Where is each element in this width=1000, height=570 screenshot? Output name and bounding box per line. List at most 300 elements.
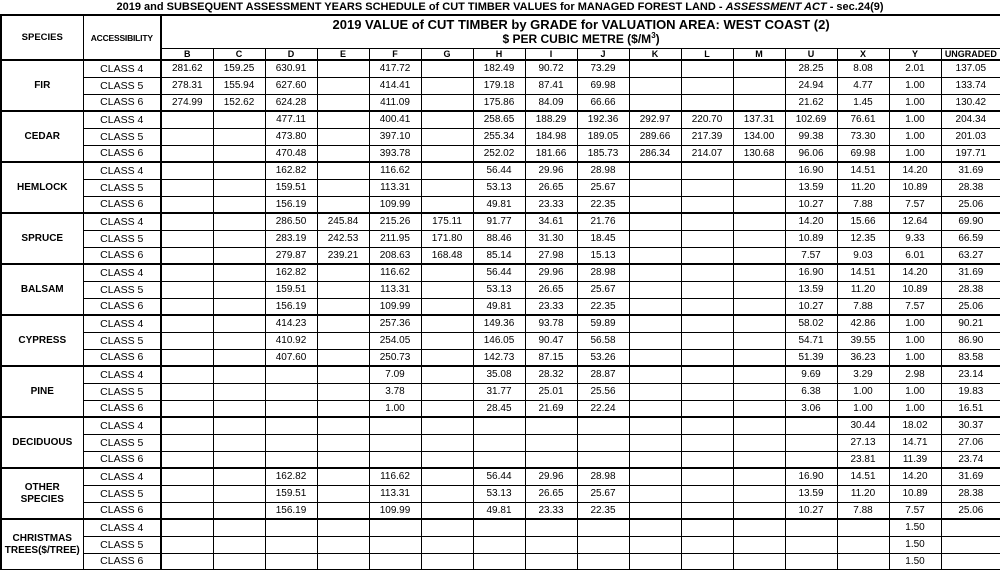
value-cell-cedar-grade-y: 1.00 [889, 128, 941, 145]
grade-col-header-c: C [213, 48, 265, 60]
value-cell-deciduous-grade-e [317, 434, 369, 451]
table-row-pine-class-6 [1, 400, 1000, 417]
value-cell-balsam-grade-e [317, 281, 369, 298]
value-cell-fir-grade-g [421, 94, 473, 111]
value-cell-fir-grade-e [317, 94, 369, 111]
table-row-hemlock-class-4 [1, 162, 1000, 179]
value-cell-fir-grade-b: 278.31 [161, 77, 213, 94]
value-cell-cypress-grade-g [421, 315, 473, 332]
class-cell-other-species-class-6: CLASS 6 [83, 502, 161, 519]
value-cell-hemlock-grade-h: 49.81 [473, 196, 525, 213]
value-banner-header [161, 15, 1000, 48]
table-row-cedar-class-5 [1, 128, 1000, 145]
value-cell-cedar-grade-l: 220.70 [681, 111, 733, 128]
value-cell-pine-grade-y: 1.00 [889, 400, 941, 417]
value-cell-other-species-grade-g [421, 468, 473, 485]
value-cell-other-species-grade-f: 116.62 [369, 468, 421, 485]
value-cell-spruce-grade-h: 85.14 [473, 247, 525, 264]
value-cell-deciduous-grade-y: 11.39 [889, 451, 941, 468]
value-cell-pine-grade-x: 3.29 [837, 366, 889, 383]
value-cell-fir-grade-y: 1.00 [889, 77, 941, 94]
value-cell-pine-grade-m [733, 400, 785, 417]
value-cell-other-species-grade-b [161, 485, 213, 502]
value-cell-christmas-trees-tree-grade-k [629, 519, 681, 536]
value-cell-pine-grade-g [421, 366, 473, 383]
value-cell-christmas-trees-tree-grade-b [161, 519, 213, 536]
species-cell-cypress: CYPRESS [1, 315, 83, 366]
value-cell-spruce-grade-u: 7.57 [785, 247, 837, 264]
value-cell-pine-grade-j: 25.56 [577, 383, 629, 400]
value-cell-balsam-grade-k [629, 281, 681, 298]
value-cell-cedar-grade-j: 185.73 [577, 145, 629, 162]
value-cell-other-species-grade-k [629, 502, 681, 519]
value-cell-other-species-grade-g [421, 485, 473, 502]
value-cell-cypress-grade-f: 254.05 [369, 332, 421, 349]
value-cell-cypress-grade-h: 149.36 [473, 315, 525, 332]
value-cell-pine-grade-d [265, 366, 317, 383]
value-cell-pine-grade-c [213, 383, 265, 400]
table-row-cypress-class-5 [1, 332, 1000, 349]
value-cell-deciduous-grade-h [473, 417, 525, 434]
value-cell-hemlock-grade-u: 16.90 [785, 162, 837, 179]
value-cell-deciduous-grade-k [629, 434, 681, 451]
value-cell-fir-grade-h: 179.18 [473, 77, 525, 94]
value-cell-cypress-grade-i: 87.15 [525, 349, 577, 366]
value-cell-cypress-grade-b [161, 315, 213, 332]
value-cell-christmas-trees-tree-grade-l [681, 536, 733, 553]
value-cell-deciduous-grade-k [629, 417, 681, 434]
value-cell-cedar-grade-c [213, 145, 265, 162]
value-cell-other-species-grade-u: 16.90 [785, 468, 837, 485]
species-cell-cedar: CEDAR [1, 111, 83, 162]
page-title [0, 0, 1000, 14]
value-banner-line1: 2019 VALUE of CUT TIMBER by GRADE for VALUATION AREA: WEST COAST (2) [332, 16, 830, 32]
table-row-other-species-class-5 [1, 485, 1000, 502]
value-cell-fir-grade-i: 87.41 [525, 77, 577, 94]
grade-col-header-ungraded: UNGRADED [941, 48, 1000, 60]
value-cell-pine-grade-f: 1.00 [369, 400, 421, 417]
value-cell-christmas-trees-tree-grade-h [473, 519, 525, 536]
value-cell-deciduous-grade-ungraded: 30.37 [941, 417, 1000, 434]
value-cell-cypress-grade-d: 410.92 [265, 332, 317, 349]
value-cell-spruce-grade-d: 286.50 [265, 213, 317, 230]
value-cell-pine-grade-m [733, 366, 785, 383]
grade-col-header-m: M [733, 48, 785, 60]
value-cell-hemlock-grade-f: 109.99 [369, 196, 421, 213]
value-cell-pine-grade-b [161, 366, 213, 383]
species-cell-deciduous: DECIDUOUS [1, 417, 83, 468]
value-cell-hemlock-grade-m [733, 196, 785, 213]
value-cell-christmas-trees-tree-grade-h [473, 536, 525, 553]
value-cell-deciduous-grade-e [317, 451, 369, 468]
value-cell-other-species-grade-j: 28.98 [577, 468, 629, 485]
value-cell-spruce-grade-y: 6.01 [889, 247, 941, 264]
value-cell-spruce-grade-m [733, 247, 785, 264]
grade-col-header-j: J [577, 48, 629, 60]
value-cell-cedar-grade-c [213, 111, 265, 128]
class-cell-deciduous-class-4: CLASS 4 [83, 417, 161, 434]
value-cell-balsam-grade-l [681, 264, 733, 281]
value-cell-other-species-grade-k [629, 485, 681, 502]
value-cell-christmas-trees-tree-grade-k [629, 553, 681, 570]
value-cell-fir-grade-c: 155.94 [213, 77, 265, 94]
value-cell-hemlock-grade-c [213, 162, 265, 179]
value-cell-balsam-grade-f: 116.62 [369, 264, 421, 281]
value-cell-other-species-grade-ungraded: 31.69 [941, 468, 1000, 485]
value-cell-spruce-grade-u: 10.89 [785, 230, 837, 247]
table-row-deciduous-class-4 [1, 417, 1000, 434]
value-cell-christmas-trees-tree-grade-b [161, 553, 213, 570]
value-cell-fir-grade-m [733, 60, 785, 77]
grade-col-header-l: L [681, 48, 733, 60]
value-cell-cedar-grade-i: 181.66 [525, 145, 577, 162]
value-cell-fir-grade-d: 624.28 [265, 94, 317, 111]
value-cell-other-species-grade-l [681, 468, 733, 485]
value-cell-balsam-grade-e [317, 298, 369, 315]
value-cell-spruce-grade-d: 279.87 [265, 247, 317, 264]
value-cell-cedar-grade-g [421, 111, 473, 128]
value-cell-deciduous-grade-e [317, 417, 369, 434]
class-cell-cypress-class-4: CLASS 4 [83, 315, 161, 332]
value-cell-pine-grade-k [629, 366, 681, 383]
value-cell-other-species-grade-x: 7.88 [837, 502, 889, 519]
class-cell-pine-class-6: CLASS 6 [83, 400, 161, 417]
value-cell-cypress-grade-u: 58.02 [785, 315, 837, 332]
value-cell-cypress-grade-j: 53.26 [577, 349, 629, 366]
value-cell-pine-grade-g [421, 400, 473, 417]
value-cell-cedar-grade-d: 477.11 [265, 111, 317, 128]
value-cell-spruce-grade-i: 31.30 [525, 230, 577, 247]
value-cell-pine-grade-y: 1.00 [889, 383, 941, 400]
table-row-cedar-class-4 [1, 111, 1000, 128]
value-cell-hemlock-grade-c [213, 196, 265, 213]
value-cell-deciduous-grade-g [421, 451, 473, 468]
value-cell-fir-grade-k [629, 94, 681, 111]
value-cell-deciduous-grade-h [473, 451, 525, 468]
table-row-balsam-class-6 [1, 298, 1000, 315]
grade-col-header-e: E [317, 48, 369, 60]
value-cell-christmas-trees-tree-grade-j [577, 519, 629, 536]
value-cell-hemlock-grade-h: 53.13 [473, 179, 525, 196]
value-cell-cedar-grade-g [421, 145, 473, 162]
value-cell-fir-grade-h: 182.49 [473, 60, 525, 77]
value-cell-spruce-grade-e: 239.21 [317, 247, 369, 264]
value-cell-other-species-grade-u: 10.27 [785, 502, 837, 519]
value-cell-cypress-grade-m [733, 315, 785, 332]
value-cell-spruce-grade-f: 215.26 [369, 213, 421, 230]
class-cell-cypress-class-5: CLASS 5 [83, 332, 161, 349]
value-cell-deciduous-grade-b [161, 434, 213, 451]
value-cell-christmas-trees-tree-grade-x [837, 553, 889, 570]
value-cell-hemlock-grade-i: 23.33 [525, 196, 577, 213]
class-cell-christmas-trees-tree-class-4: CLASS 4 [83, 519, 161, 536]
value-cell-christmas-trees-tree-grade-l [681, 519, 733, 536]
value-cell-spruce-grade-j: 21.76 [577, 213, 629, 230]
value-cell-other-species-grade-e [317, 485, 369, 502]
value-cell-fir-grade-b: 274.99 [161, 94, 213, 111]
value-cell-balsam-grade-g [421, 298, 473, 315]
value-cell-cypress-grade-j: 59.89 [577, 315, 629, 332]
grade-col-header-f: F [369, 48, 421, 60]
value-cell-spruce-grade-g: 175.11 [421, 213, 473, 230]
grade-col-header-i: I [525, 48, 577, 60]
value-cell-cypress-grade-d: 414.23 [265, 315, 317, 332]
value-cell-hemlock-grade-d: 159.51 [265, 179, 317, 196]
value-cell-fir-grade-k [629, 77, 681, 94]
value-cell-fir-grade-u: 21.62 [785, 94, 837, 111]
value-cell-christmas-trees-tree-grade-c [213, 519, 265, 536]
species-cell-balsam: BALSAM [1, 264, 83, 315]
value-cell-balsam-grade-f: 109.99 [369, 298, 421, 315]
table-row-balsam-class-5 [1, 281, 1000, 298]
value-cell-christmas-trees-tree-grade-m [733, 536, 785, 553]
value-cell-balsam-grade-b [161, 281, 213, 298]
value-cell-pine-grade-e [317, 400, 369, 417]
value-cell-deciduous-grade-x: 23.81 [837, 451, 889, 468]
value-cell-fir-grade-g [421, 77, 473, 94]
value-cell-other-species-grade-m [733, 468, 785, 485]
value-cell-deciduous-grade-d [265, 451, 317, 468]
value-cell-cypress-grade-i: 93.78 [525, 315, 577, 332]
value-cell-cedar-grade-b [161, 145, 213, 162]
value-cell-cypress-grade-f: 257.36 [369, 315, 421, 332]
value-cell-pine-grade-j: 22.24 [577, 400, 629, 417]
class-cell-cedar-class-6: CLASS 6 [83, 145, 161, 162]
class-cell-hemlock-class-4: CLASS 4 [83, 162, 161, 179]
value-cell-christmas-trees-tree-grade-l [681, 553, 733, 570]
value-cell-balsam-grade-y: 7.57 [889, 298, 941, 315]
value-cell-pine-grade-u: 9.69 [785, 366, 837, 383]
value-cell-balsam-grade-j: 28.98 [577, 264, 629, 281]
value-cell-other-species-grade-g [421, 502, 473, 519]
value-cell-christmas-trees-tree-grade-j [577, 536, 629, 553]
table-row-cypress-class-4 [1, 315, 1000, 332]
value-cell-pine-grade-e [317, 366, 369, 383]
class-cell-balsam-class-6: CLASS 6 [83, 298, 161, 315]
value-cell-cedar-grade-ungraded: 197.71 [941, 145, 1000, 162]
value-cell-fir-grade-l [681, 77, 733, 94]
value-cell-cedar-grade-g [421, 128, 473, 145]
value-cell-other-species-grade-c [213, 468, 265, 485]
class-cell-deciduous-class-5: CLASS 5 [83, 434, 161, 451]
value-cell-cedar-grade-k: 286.34 [629, 145, 681, 162]
value-cell-pine-grade-g [421, 383, 473, 400]
value-cell-deciduous-grade-j [577, 451, 629, 468]
species-cell-fir: FIR [1, 60, 83, 111]
value-cell-balsam-grade-y: 10.89 [889, 281, 941, 298]
value-cell-other-species-grade-u: 13.59 [785, 485, 837, 502]
table-row-spruce-class-6 [1, 247, 1000, 264]
class-cell-pine-class-5: CLASS 5 [83, 383, 161, 400]
class-cell-cedar-class-4: CLASS 4 [83, 111, 161, 128]
value-cell-cedar-grade-y: 1.00 [889, 111, 941, 128]
value-cell-balsam-grade-k [629, 264, 681, 281]
page-title-act: ASSESSMENT ACT [725, 1, 827, 13]
value-cell-deciduous-grade-f [369, 434, 421, 451]
value-cell-deciduous-grade-m [733, 434, 785, 451]
value-cell-balsam-grade-c [213, 264, 265, 281]
value-cell-cypress-grade-c [213, 332, 265, 349]
class-cell-fir-class-5: CLASS 5 [83, 77, 161, 94]
value-cell-fir-grade-k [629, 60, 681, 77]
value-cell-christmas-trees-tree-grade-f [369, 553, 421, 570]
value-cell-christmas-trees-tree-grade-ungraded [941, 519, 1000, 536]
value-cell-other-species-grade-f: 113.31 [369, 485, 421, 502]
grade-col-header-x: X [837, 48, 889, 60]
value-cell-fir-grade-d: 627.60 [265, 77, 317, 94]
species-cell-hemlock: HEMLOCK [1, 162, 83, 213]
value-cell-hemlock-grade-g [421, 162, 473, 179]
value-cell-deciduous-grade-j [577, 434, 629, 451]
value-cell-deciduous-grade-x: 30.44 [837, 417, 889, 434]
value-cell-other-species-grade-i: 23.33 [525, 502, 577, 519]
value-cell-other-species-grade-y: 7.57 [889, 502, 941, 519]
value-cell-balsam-grade-g [421, 264, 473, 281]
class-cell-other-species-class-5: CLASS 5 [83, 485, 161, 502]
class-cell-deciduous-class-6: CLASS 6 [83, 451, 161, 468]
value-cell-pine-grade-i: 28.32 [525, 366, 577, 383]
value-cell-deciduous-grade-f [369, 451, 421, 468]
class-cell-fir-class-4: CLASS 4 [83, 60, 161, 77]
value-cell-other-species-grade-d: 156.19 [265, 502, 317, 519]
table-row-fir-class-5 [1, 77, 1000, 94]
value-cell-cedar-grade-f: 400.41 [369, 111, 421, 128]
table-row-spruce-class-4 [1, 213, 1000, 230]
value-cell-spruce-grade-e: 245.84 [317, 213, 369, 230]
value-cell-christmas-trees-tree-grade-i [525, 553, 577, 570]
value-cell-deciduous-grade-i [525, 434, 577, 451]
value-cell-christmas-trees-tree-grade-g [421, 519, 473, 536]
value-cell-pine-grade-i: 21.69 [525, 400, 577, 417]
value-cell-pine-grade-j: 28.87 [577, 366, 629, 383]
value-cell-hemlock-grade-g [421, 196, 473, 213]
value-cell-pine-grade-m [733, 383, 785, 400]
value-cell-christmas-trees-tree-grade-y: 1.50 [889, 553, 941, 570]
value-cell-fir-grade-j: 69.98 [577, 77, 629, 94]
value-cell-cedar-grade-l: 217.39 [681, 128, 733, 145]
value-cell-cedar-grade-d: 473.80 [265, 128, 317, 145]
value-cell-hemlock-grade-l [681, 179, 733, 196]
species-cell-christmas-trees-tree: CHRISTMAS TREES($/TREE) [1, 519, 83, 570]
value-cell-cypress-grade-x: 39.55 [837, 332, 889, 349]
value-cell-other-species-grade-d: 162.82 [265, 468, 317, 485]
value-cell-christmas-trees-tree-grade-d [265, 519, 317, 536]
value-cell-cypress-grade-x: 36.23 [837, 349, 889, 366]
value-cell-christmas-trees-tree-grade-ungraded [941, 553, 1000, 570]
class-cell-christmas-trees-tree-class-5: CLASS 5 [83, 536, 161, 553]
value-cell-deciduous-grade-u [785, 417, 837, 434]
class-cell-other-species-class-4: CLASS 4 [83, 468, 161, 485]
value-cell-fir-grade-m [733, 94, 785, 111]
class-cell-hemlock-class-6: CLASS 6 [83, 196, 161, 213]
value-cell-fir-grade-y: 2.01 [889, 60, 941, 77]
value-cell-other-species-grade-h: 53.13 [473, 485, 525, 502]
value-cell-cypress-grade-e [317, 349, 369, 366]
value-cell-cedar-grade-m: 137.31 [733, 111, 785, 128]
value-cell-christmas-trees-tree-grade-x [837, 519, 889, 536]
value-cell-cypress-grade-c [213, 349, 265, 366]
value-cell-cypress-grade-b [161, 332, 213, 349]
value-cell-hemlock-grade-i: 29.96 [525, 162, 577, 179]
value-cell-cedar-grade-x: 73.30 [837, 128, 889, 145]
value-cell-pine-grade-x: 1.00 [837, 400, 889, 417]
value-cell-deciduous-grade-b [161, 451, 213, 468]
value-cell-pine-grade-u: 6.38 [785, 383, 837, 400]
value-cell-balsam-grade-ungraded: 25.06 [941, 298, 1000, 315]
value-cell-spruce-grade-f: 211.95 [369, 230, 421, 247]
value-cell-spruce-grade-ungraded: 63.27 [941, 247, 1000, 264]
value-cell-fir-grade-u: 24.94 [785, 77, 837, 94]
value-cell-other-species-grade-c [213, 502, 265, 519]
table-row-fir-class-4 [1, 60, 1000, 77]
value-cell-spruce-grade-d: 283.19 [265, 230, 317, 247]
value-cell-pine-grade-h: 28.45 [473, 400, 525, 417]
value-cell-hemlock-grade-j: 28.98 [577, 162, 629, 179]
value-cell-cypress-grade-m [733, 332, 785, 349]
value-cell-spruce-grade-l [681, 247, 733, 264]
value-cell-cypress-grade-ungraded: 90.21 [941, 315, 1000, 332]
value-cell-cedar-grade-e [317, 111, 369, 128]
value-cell-deciduous-grade-ungraded: 23.74 [941, 451, 1000, 468]
value-cell-fir-grade-l [681, 94, 733, 111]
value-cell-deciduous-grade-l [681, 434, 733, 451]
value-cell-cypress-grade-y: 1.00 [889, 349, 941, 366]
value-cell-spruce-grade-m [733, 230, 785, 247]
value-cell-cedar-grade-u: 99.38 [785, 128, 837, 145]
class-cell-balsam-class-4: CLASS 4 [83, 264, 161, 281]
value-cell-pine-grade-i: 25.01 [525, 383, 577, 400]
value-cell-cedar-grade-k: 292.97 [629, 111, 681, 128]
value-cell-balsam-grade-x: 7.88 [837, 298, 889, 315]
value-cell-hemlock-grade-ungraded: 25.06 [941, 196, 1000, 213]
value-cell-christmas-trees-tree-grade-g [421, 553, 473, 570]
value-cell-pine-grade-ungraded: 19.83 [941, 383, 1000, 400]
value-cell-christmas-trees-tree-grade-e [317, 553, 369, 570]
value-cell-deciduous-grade-l [681, 451, 733, 468]
value-cell-balsam-grade-m [733, 281, 785, 298]
value-cell-balsam-grade-d: 156.19 [265, 298, 317, 315]
value-cell-cypress-grade-l [681, 349, 733, 366]
value-cell-hemlock-grade-e [317, 196, 369, 213]
value-cell-fir-grade-ungraded: 130.42 [941, 94, 1000, 111]
value-cell-balsam-grade-j: 25.67 [577, 281, 629, 298]
value-cell-pine-grade-h: 31.77 [473, 383, 525, 400]
value-cell-cypress-grade-k [629, 332, 681, 349]
value-cell-cedar-grade-u: 102.69 [785, 111, 837, 128]
value-cell-christmas-trees-tree-grade-c [213, 553, 265, 570]
value-cell-cypress-grade-b [161, 349, 213, 366]
class-cell-spruce-class-5: CLASS 5 [83, 230, 161, 247]
value-cell-spruce-grade-l [681, 230, 733, 247]
value-cell-other-species-grade-k [629, 468, 681, 485]
value-cell-fir-grade-e [317, 77, 369, 94]
value-cell-cypress-grade-i: 90.47 [525, 332, 577, 349]
value-cell-balsam-grade-u: 13.59 [785, 281, 837, 298]
value-cell-spruce-grade-l [681, 213, 733, 230]
value-cell-christmas-trees-tree-grade-i [525, 536, 577, 553]
value-cell-balsam-grade-l [681, 281, 733, 298]
value-cell-christmas-trees-tree-grade-h [473, 553, 525, 570]
value-cell-deciduous-grade-k [629, 451, 681, 468]
value-cell-spruce-grade-y: 12.64 [889, 213, 941, 230]
value-cell-other-species-grade-i: 29.96 [525, 468, 577, 485]
value-cell-cypress-grade-h: 142.73 [473, 349, 525, 366]
value-cell-cypress-grade-d: 407.60 [265, 349, 317, 366]
value-cell-hemlock-grade-i: 26.65 [525, 179, 577, 196]
value-cell-pine-grade-l [681, 366, 733, 383]
value-cell-cedar-grade-b [161, 111, 213, 128]
value-cell-balsam-grade-x: 14.51 [837, 264, 889, 281]
